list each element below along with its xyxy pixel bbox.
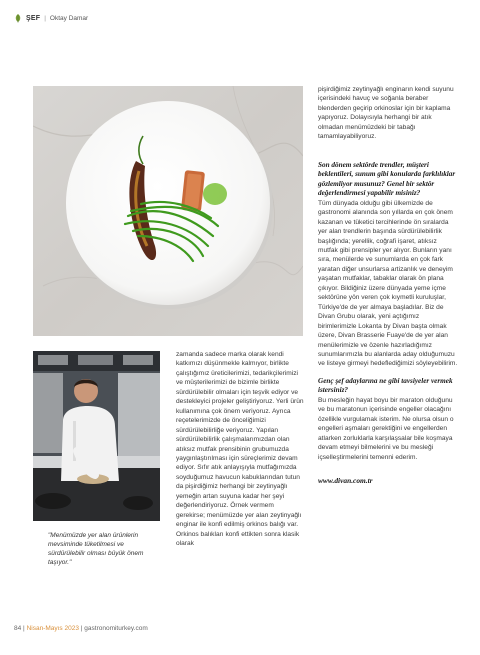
footer-separator-2: | — [80, 625, 83, 632]
header-separator: | — [44, 14, 46, 22]
leaf-icon — [14, 13, 22, 23]
body-paragraph-intro: pişirdiğimiz zeytinyağlı enginarın kendi suyunu içerisindeki havuç ve soğanla beraber blenderden geçirip orkinoslar için bir kaplama yapıyoruz. Dolayısıyla herhangi bir atık olmadan menümüzdeki bir tabağı tamamlayabiliyoruz. — [318, 86, 454, 141]
interview-answer-1: Tüm dünyada olduğu gibi ülkemizde de gastronomi alanında son yıllarda en çok önem kazanan ve tüketici tercihlerinde ön sıralarda yer alan trendlerin başında sürdürülebilirlik başlığında; yerellik, coğrafi işaret, atıksız mutfak gibi prensipler yer alıyor. Bunların yanı sıra, menülerde ve sunumlarda en çok fark yaratan diğer unsurlarsa artizanlık ve deneyim yaşatan mutfaklar, tabaklar olarak ön plana çıkıyor. Bildiğiniz üzere dünyada yeme içme sektörüne yön veren çok kıymetli kuruluşlar, Türkiye'de de yer almaya başladılar. Biz de Divan Grubu olarak, yeni açtığımız birimlerimizle Lokanta by Divan başta olmak üzere, Divan Brasserie Fuaye'de de yer alan menülerimizle ve özenle hazırladığımız sunumlarımızla bu alanlarda aday olduğumuzu ve listeye girmeyi hedeflediğimizi söyleyebilirim. — [318, 199, 458, 368]
article-column-right — [318, 85, 458, 486]
section-label: ŞEF — [26, 14, 41, 22]
page-footer — [14, 625, 148, 632]
interview-answer-2: Bu mesleğin hayat boyu bir maraton olduğunu ve bu maratonun içerisinde engeller olacağını özellikle vurgulamak isterim. Ne olursa olsun o engelleri aşmaları gerektiğini ve engellerden atlarken zorluklarla karşılaşsalar bile koşmaya devam etmeyi bilmelerini ve bu mesleği içselleştirmelerini temenni ederim. — [318, 396, 454, 461]
body-paragraph: zamanda sadece marka olarak kendi katkımızı düşünmekle kalmıyor, birlikte çalıştığımız üreticilerimizi, tedarikçilerimizi ve müşterilerimizi de bizimle birlikte sürdürülebilir olmaları için teşvik ediyor ve destekleyici projeler geliştiriyoruz. Yerli ürün kullanımına çok önem veriyoruz. Ayrıca reçetelerimizde de önceliğimizi sürdürülebilirliğe veriyoruz. Yapılan sürdürülebilirlik çalışmalarımızdan olan atıksız mutfak prensibinin grubumuzda yaygınlaştırılması için süreçlerimiz devam ediyor. Sıfır atık anlayışıyla mutfağımızda soyduğumuz havucun kabuklarından tutun da pişirdiğimiz herhangi bir zeytinyağlı yemeğin artan suyuna kadar her şeyi değerlendiriyoruz. Örnek vermem gerekirse; menümüzde yer alan zeytinyağlı enginar ile konfi edilmiş orkinos balığı var. Orkinos balıkları konfi ettikten sonra klasik olarak — [176, 351, 304, 548]
pull-quote: "Menümüzde yer alan ürünlerin mevsiminde tüketilmesi ve sürdürülebilir olması büyük önem taşıyor." — [48, 532, 144, 566]
page-number: 84 — [14, 625, 22, 632]
issue-date: Nisan-Mayıs 2023 — [26, 625, 79, 632]
site-name[interactable]: gastronomiturkey.com — [84, 625, 148, 632]
interview-question-2: Genç şef adaylarına ne gibi tavsiyeler vermek istersiniz? — [318, 376, 453, 395]
article-column-middle — [176, 350, 304, 549]
author-name: Oktay Damar — [49, 14, 89, 22]
footer-separator: | — [23, 625, 25, 632]
chef-photo — [33, 351, 160, 521]
website-link[interactable]: www.divan.com.tr — [318, 476, 373, 486]
plate-photo — [33, 86, 303, 336]
page-header — [14, 10, 88, 26]
interview-question-1: Son dönem sektörde trendler, müşteri beklentileri, sunum gibi konularda farklılıklar gözlemliyor musunuz? Genel bir sektör değerlendirmesi yapabilir misiniz? — [318, 160, 456, 198]
